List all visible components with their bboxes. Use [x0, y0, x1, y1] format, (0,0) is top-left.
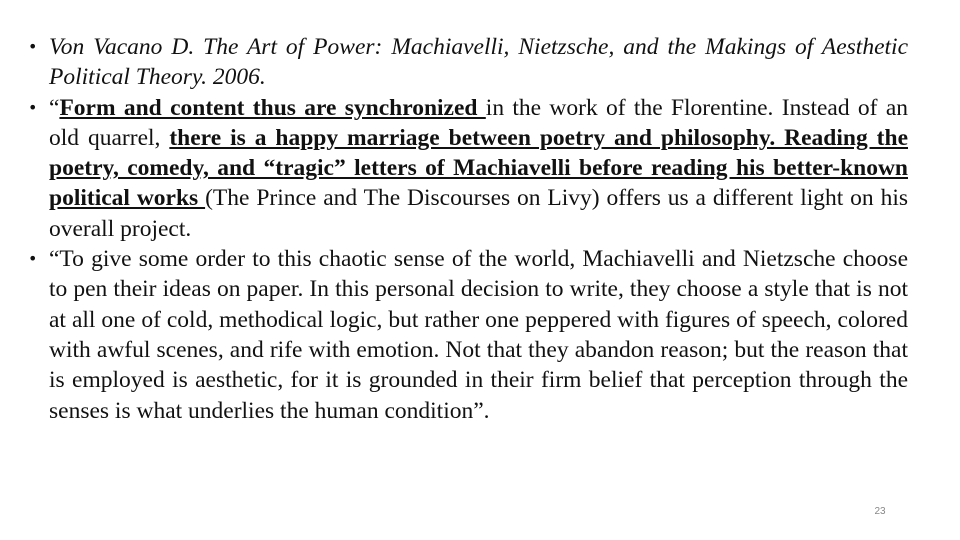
bullet-quote-order: [28, 244, 908, 426]
plain-text: in the work of the Florentine. Instead of an old quarrel,: [49, 94, 908, 151]
emphasis-form-content: Form and content thus are synchronized: [59, 94, 486, 121]
bullet-reference: [28, 32, 908, 93]
page-number: 23: [874, 506, 886, 517]
bullet-marker: •: [28, 97, 38, 117]
quote-text: [49, 95, 908, 242]
reference-text: Von Vacano D. The Art of Power: Machiavelli, Nietzsche, and the Makings of Aesthetic Political Theory. 2006.: [49, 34, 908, 91]
plain-text-end: (The Prince and The Discourses on Livy) offers us a different light on his overall project.: [49, 185, 908, 242]
bullet-list: [28, 32, 908, 426]
emphasis-happy-marriage: there is a happy marriage between poetry and philosophy. Reading the poetry, comedy, and “tragic” letters of Machiavelli before reading his better-known political works: [49, 124, 908, 212]
bullet-quote-form-content: [28, 93, 908, 244]
bullet-marker: •: [28, 37, 38, 56]
open-quote: “: [49, 94, 60, 121]
bullet-marker: •: [28, 249, 38, 269]
quote-text: “To give some order to this chaotic sense of the world, Machiavelli and Nietzsche choose to pen their ideas on paper. In this personal decision to write, they choose a style that is not at all one of cold, methodical logic, but rather one peppered with figures of speech, colored with awful scenes, and rife with emotion. Not that they abandon reason; but the reason that is employed is aesthetic, for it is grounded in their firm belief that perception through the senses is what underlies the human condition”.: [49, 246, 908, 424]
